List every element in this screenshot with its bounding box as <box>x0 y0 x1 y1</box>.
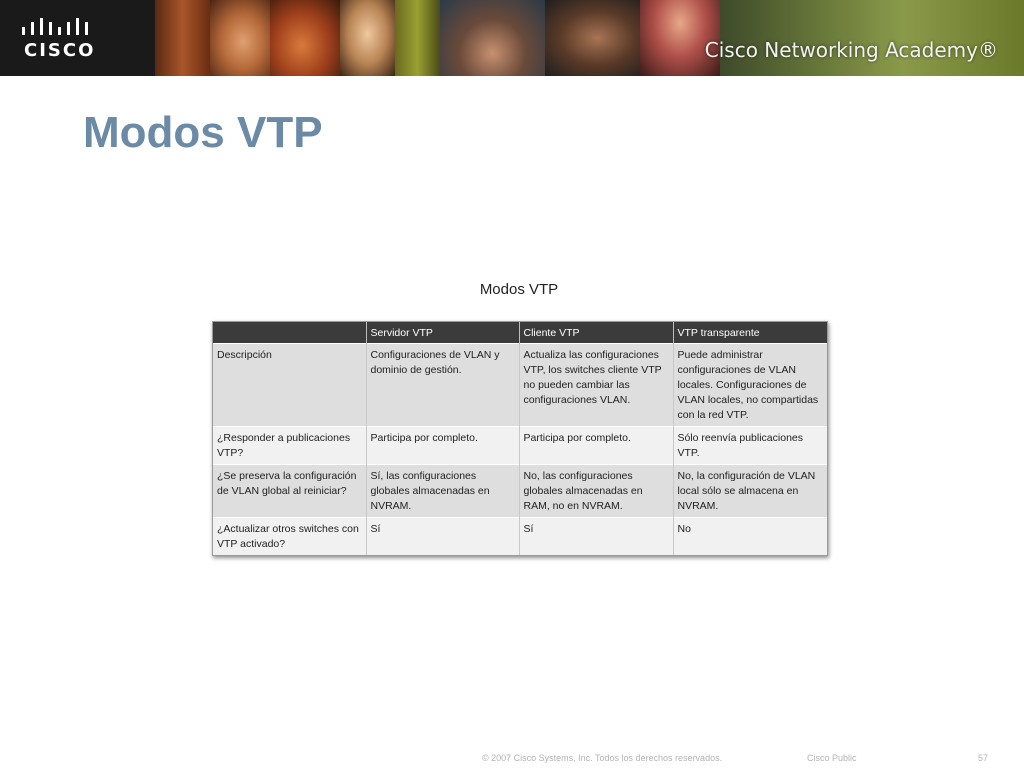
vtp-modes-table <box>212 321 828 556</box>
footer-classification: Cisco Public <box>807 753 857 763</box>
cisco-logo-text: CISCO <box>24 40 96 61</box>
table-cell: Participa por completo. <box>519 427 673 465</box>
cisco-logo <box>0 0 155 76</box>
row-label: ¿Se preserva la configuración de VLAN global al reiniciar? <box>213 465 366 518</box>
table-cell: Puede administrar configuraciones de VLAN locales. Configuraciones de VLAN locales, no compartidas con la red VTP. <box>673 344 827 427</box>
header-cell-client: Cliente VTP <box>519 322 673 344</box>
table-cell: Sí <box>519 518 673 556</box>
header-cell-transparent: VTP transparente <box>673 322 827 344</box>
table-header-row <box>213 322 827 344</box>
table-row <box>213 518 827 556</box>
table-cell: No, la configuración de VLAN local sólo se almacena en NVRAM. <box>673 465 827 518</box>
row-label: ¿Actualizar otros switches con VTP activado? <box>213 518 366 556</box>
slide-title: Modos VTP <box>83 108 323 157</box>
table-row <box>213 427 827 465</box>
table-cell: No, las configuraciones globales almacenadas en RAM, no en NVRAM. <box>519 465 673 518</box>
table-cell: No <box>673 518 827 556</box>
table-cell: Participa por completo. <box>366 427 519 465</box>
footer-copyright: © 2007 Cisco Systems, Inc. Todos los derechos reservados. <box>482 753 723 763</box>
table-cell: Sólo reenvía publicaciones VTP. <box>673 427 827 465</box>
header-banner <box>0 0 1024 76</box>
cisco-bridge-bars-icon <box>22 18 94 38</box>
table-row <box>213 465 827 518</box>
table-cell: Sí <box>366 518 519 556</box>
row-label: Descripción <box>213 344 366 427</box>
table-cell: Configuraciones de VLAN y dominio de gestión. <box>366 344 519 427</box>
row-label: ¿Responder a publicaciones VTP? <box>213 427 366 465</box>
table-cell: Actualiza las configuraciones VTP, los switches cliente VTP no pueden cambiar las configuraciones VLAN. <box>519 344 673 427</box>
table-row <box>213 344 827 427</box>
table-cell: Sí, las configuraciones globales almacenadas en NVRAM. <box>366 465 519 518</box>
header-cell-server: Servidor VTP <box>366 322 519 344</box>
footer-page-number: 57 <box>978 753 989 763</box>
networking-academy-label: Cisco Networking Academy® <box>704 38 998 62</box>
table-caption: Modos VTP <box>479 281 559 298</box>
header-cell-empty <box>213 322 366 344</box>
